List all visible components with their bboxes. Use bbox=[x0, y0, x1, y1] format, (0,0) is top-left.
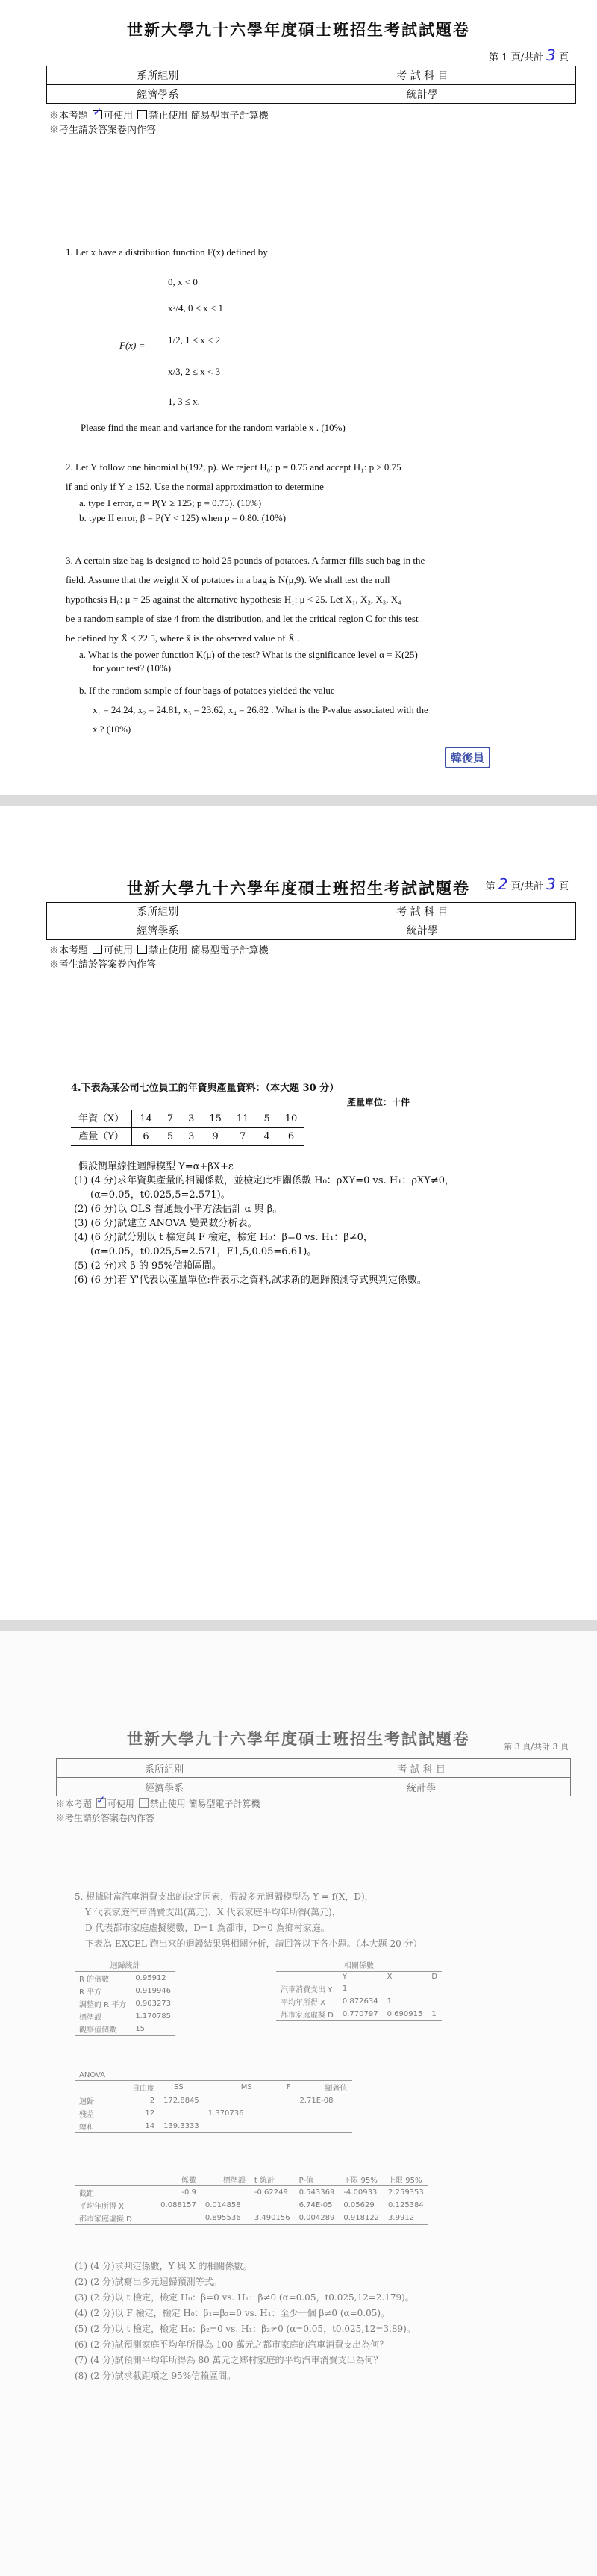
question-1-fx: F(x) = bbox=[119, 340, 146, 351]
list-item: (1) (4 分)求判定係數，Y 與 X 的相關係數。 bbox=[75, 2261, 252, 2271]
table-cell: 10 bbox=[278, 1110, 305, 1128]
checkbox-allowed bbox=[93, 945, 102, 954]
subject-value: 統計學 bbox=[269, 921, 575, 940]
table-cell: 9 bbox=[201, 1128, 229, 1146]
exam-page-2 bbox=[0, 806, 597, 1620]
question-4-intro: 4.下表為某公司七位員工的年資與產量資料：（本大題 30 分） bbox=[71, 1083, 340, 1094]
exam-title: 世新大學九十六學年度碩士班招生考試試題卷 bbox=[127, 20, 470, 39]
row-header: 產量（Y） bbox=[71, 1128, 132, 1146]
subject-label: 考 試 科 目 bbox=[269, 66, 575, 85]
exam-title: 世新大學九十六學年度碩士班招生考試試題卷 bbox=[127, 879, 470, 897]
subject-value: 統計學 bbox=[269, 85, 575, 104]
model-statement: 假設簡單線性迴歸模型 Y=α+βX+ε bbox=[78, 1161, 234, 1172]
exam-header-table bbox=[46, 902, 576, 940]
list-item: (3) (6 分)試建立 ANOVA 變異數分析表。 bbox=[74, 1218, 257, 1229]
examiner-stamp: 韓後員 bbox=[445, 747, 490, 768]
list-item: (3) (2 分)以 t 檢定，檢定 H₀：β=0 vs. H₁：β≠0 (α=0.05，t0.025,12=2.179)。 bbox=[75, 2292, 414, 2303]
list-item: (2) (6 分)以 OLS 普通最小平方法估計 α 與 β。 bbox=[74, 1204, 283, 1215]
dept-label: 系所組別 bbox=[57, 1759, 272, 1778]
row-header: 年資（X） bbox=[71, 1110, 132, 1128]
list-item: (1) (4 分)求年資與產量的相關係數，並檢定此相關係數 H₀：ρXY=0 vs. H₁：ρXY≠0， bbox=[74, 1175, 455, 1186]
checkbox-forbidden bbox=[137, 110, 147, 119]
table-cell: 11 bbox=[229, 1110, 257, 1128]
page-number: 2 bbox=[498, 875, 508, 893]
correlation-table: 相關係數 Y X D 汽車消費支出 Y 1 平均年所得 X 0.872634 1 都市家庭虛擬 D 0.770797 0.690915 1 bbox=[276, 1959, 442, 2021]
piece-4: x/3, 2 ≤ x < 3 bbox=[168, 366, 221, 377]
checkbox-forbidden bbox=[137, 945, 147, 954]
list-item: (8) (2 分)試求截距項之 95%信賴區間。 bbox=[75, 2371, 237, 2381]
list-item: (2) (2 分)試寫出多元迴歸預測等式。 bbox=[75, 2277, 222, 2287]
exam-header-table bbox=[56, 1758, 571, 1796]
subject-value: 統計學 bbox=[272, 1778, 571, 1796]
question-4-items bbox=[71, 1174, 548, 1287]
dept-value: 經濟學系 bbox=[47, 921, 269, 940]
dept-label: 系所組別 bbox=[47, 903, 269, 921]
calculator-note: ※本考題 ✓ 可使用 禁止使用 簡易型電子計算機 bbox=[49, 109, 268, 123]
list-item: (4) (2 分)以 F 檢定，檢定 H₀：β₁=β₂=0 vs. H₁：至少一個 β≠0 (α=0.05)。 bbox=[75, 2308, 390, 2318]
table-cell: 14 bbox=[132, 1110, 160, 1128]
list-item: (6) (2 分)試預測家庭平均年所得為 100 萬元之都市家庭的汽車消費支出為何？ bbox=[75, 2339, 389, 2350]
anova-table: ANOVA 自由度 SS MS F 顯著值 迴歸 2 172.8845 2.71E-08 殘差 12 1.370736 總和 14 139.3333 bbox=[75, 2071, 352, 2133]
exam-notes bbox=[49, 109, 268, 137]
page-gap bbox=[0, 1620, 597, 1631]
list-item: (α=0.05，t0.025,5=2.571)。 bbox=[90, 1189, 231, 1201]
page-total: 3 bbox=[546, 875, 556, 893]
piece-3: 1/2, 1 ≤ x < 2 bbox=[168, 335, 221, 346]
question-1-ask: Please find the mean and variance for the random variable x . (10%) bbox=[81, 422, 346, 433]
exam-page-3 bbox=[0, 1631, 597, 2576]
exam-header-table bbox=[46, 66, 576, 104]
table-row bbox=[71, 1110, 304, 1128]
table-cell: 3 bbox=[181, 1110, 201, 1128]
question-2: 2. Let Y follow one binomial b(192, p). We reject H₀: p = 0.75 and accept H₁: p > 0.75 if and only if Y ≥ 152. Use the normal approximation to determine a. type I error, α = P(Y ≥ 125; p = 0.75). (10%) b. type II error, β = P(Y < 125) when p = 0.80. (10%) bbox=[66, 461, 401, 523]
question-4 bbox=[71, 1081, 548, 1287]
exam-notes bbox=[56, 1797, 260, 1826]
calculator-note: ※本考題 ✓ 可使用 禁止使用 簡易型電子計算機 bbox=[56, 1797, 260, 1811]
page-total: 3 bbox=[546, 46, 556, 64]
page-gap bbox=[0, 795, 597, 806]
coefficients-table: 係數 標準誤 t 統計 P-值 下限 95% 上限 95% 截距 -0.9 -0.62249 0.543369 -4.00933 2.259353 平均年所得 X 0.088157 0.014858 6.74E-05 0.05629 0.125384 都市家庭虛擬 D 0.895536 3.490156 0.004289 0.918122 3.9912 bbox=[75, 2173, 428, 2225]
subject-label: 考 試 科 目 bbox=[272, 1759, 571, 1778]
regression-stats-table: 迴歸統計 R 的倍數 0.95912 R 平方 0.919946 調整的 R 平方 0.903273 標準誤 1.170785 觀察值個數 15 bbox=[75, 1959, 175, 2036]
piece-5: 1, 3 ≤ x. bbox=[168, 396, 200, 407]
page-indicator: 第 3 頁/共計 3 頁 bbox=[504, 1742, 569, 1752]
answer-note: ※考生請於答案卷內作答 bbox=[49, 959, 157, 971]
table-cell: 3 bbox=[181, 1128, 201, 1146]
table-row bbox=[71, 1128, 304, 1146]
subject-label: 考 試 科 目 bbox=[269, 903, 575, 921]
exam-title: 世新大學九十六學年度碩士班招生考試試題卷 bbox=[127, 1729, 470, 1748]
table-cell: 4 bbox=[256, 1128, 277, 1146]
list-item: (6) (6 分)若 Y'代表以產量單位:件表示之資料,試求新的迴歸預測等式與判定係數。 bbox=[74, 1275, 427, 1286]
piece-2: x²/4, 0 ≤ x < 1 bbox=[168, 302, 223, 314]
question-1-intro: 1. Let x have a distribution function F(x) defined by bbox=[66, 246, 268, 258]
checkbox-allowed bbox=[96, 1798, 106, 1808]
page-indicator: 第 2 頁/共計 3 頁 bbox=[485, 875, 569, 893]
piecewise-brace bbox=[157, 273, 163, 418]
question-3: 3. A certain size bag is designed to hold 25 pounds of potatoes. A farmer fills such bag in the field. Assume that the weight X of potatoes in a bag is N(μ,9). We shall test the null hypothesis H₀: μ = 25 against the alternative hypothesis H₁: μ < 25. Let X₁, X₂, X₃, X₄ be a random sample of size 4 from the distribution, and let the critical region C for this test be defined by X̄ ≤ 22.5, where x̄ is the observed value of X̄ . a. What is the power function K(μ) of the test? What is the significance level α = K(25) for your test? (10%) b. If the random sample of four bags of potatoes yielded the value x₁ = 24.24, x₂ = 24.81, x₃ = 23.62, x₄ = 26.82 . What is the P-value associated with the x̄ ? (10%) bbox=[66, 555, 428, 735]
table-cell: 15 bbox=[201, 1110, 229, 1128]
list-item: (5) (2 分)以 t 檢定，檢定 H₀：β₂=0 vs. H₁：β₂≠0 (α=0.05，t0.025,12=3.89)。 bbox=[75, 2324, 416, 2334]
list-item: (5) (2 分)求 β 的 95%信賴區間。 bbox=[74, 1260, 222, 1272]
checkbox-forbidden bbox=[139, 1798, 149, 1808]
tenure-output-table bbox=[71, 1110, 304, 1146]
table-cell: 5 bbox=[160, 1128, 181, 1146]
table-cell: 5 bbox=[256, 1110, 277, 1128]
list-item: (7) (4 分)試預測平均年所得為 80 萬元之鄉村家庭的平均汽車消費支出為何？ bbox=[75, 2355, 383, 2365]
unit-label: 產量單位：十件 bbox=[347, 1097, 410, 1107]
page-indicator: 第 1 頁/共計 3 頁 bbox=[489, 46, 569, 64]
checkbox-allowed bbox=[93, 110, 102, 119]
dept-value: 經濟學系 bbox=[47, 85, 269, 104]
answer-note: ※考生請於答案卷內作答 bbox=[49, 125, 157, 136]
dept-label: 系所組別 bbox=[47, 66, 269, 85]
question-5-intro: 5. 根據財富汽車消費支出的決定因素，假設多元迴歸模型為 Y = f(X，D)， Y 代表家庭汽車消費支出(萬元)，X 代表家庭平均年所得(萬元)， D 代表都市家庭虛擬變數，D=1 為都市，D=0 為鄉村家庭。 下表為 EXCEL 跑出來的迴歸結果與相關分析，請回答以下各小題。（本大題 20 分） bbox=[75, 1891, 422, 1949]
table-cell: 6 bbox=[278, 1128, 305, 1146]
calculator-note: ※本考題 可使用 禁止使用 簡易型電子計算機 bbox=[49, 945, 269, 956]
answer-note: ※考生請於答案卷內作答 bbox=[56, 1813, 155, 1823]
table-cell: 7 bbox=[229, 1128, 257, 1146]
piece-1: 0, x < 0 bbox=[168, 276, 198, 287]
list-item: (α=0.05，t0.025,5=2.571，F1,5,0.05=6.61)。 bbox=[90, 1246, 317, 1257]
dept-value: 經濟學系 bbox=[57, 1778, 272, 1796]
exam-page-1 bbox=[0, 0, 597, 795]
list-item: (4) (6 分)試分別以 t 檢定與 F 檢定，檢定 H₀：β=0 vs. H₁：β≠0， bbox=[74, 1232, 373, 1243]
question-5-items bbox=[75, 2259, 552, 2384]
table-cell: 7 bbox=[160, 1110, 181, 1128]
table-cell: 6 bbox=[132, 1128, 160, 1146]
exam-notes bbox=[49, 944, 268, 972]
